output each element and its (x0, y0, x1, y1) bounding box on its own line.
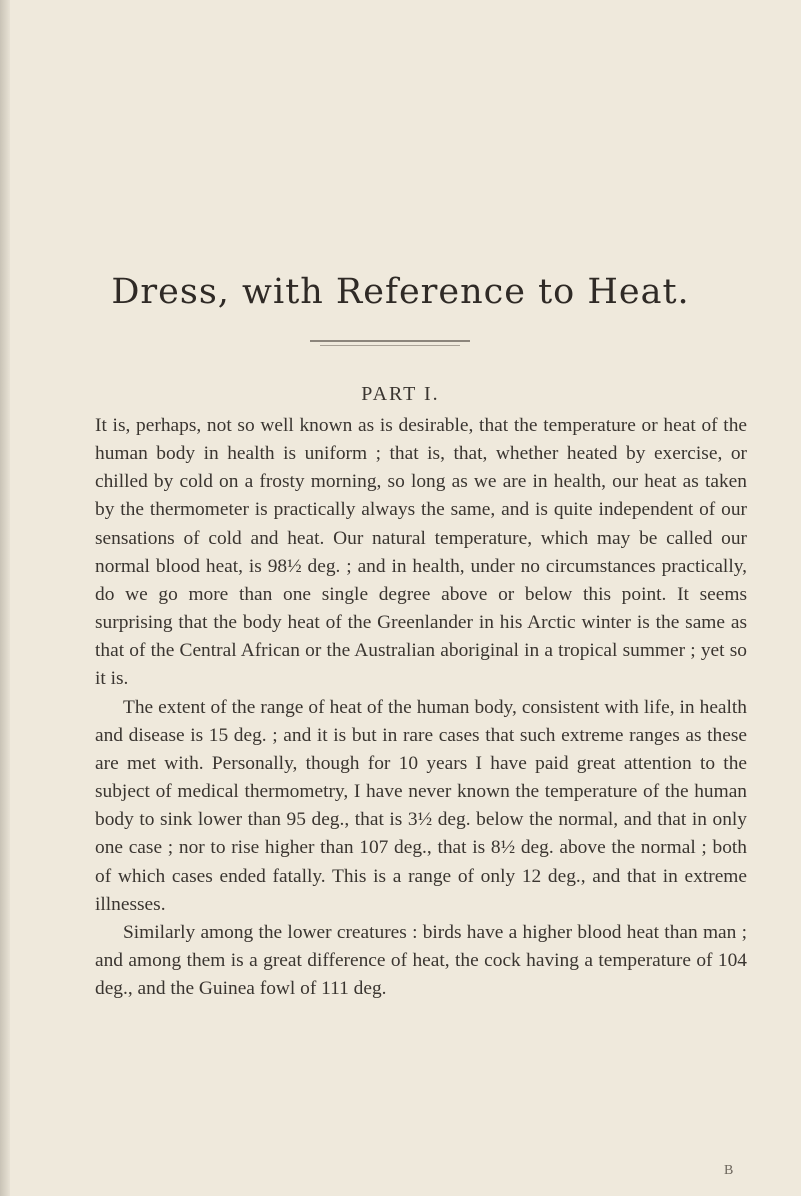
part-label: PART I. (361, 383, 440, 405)
paragraph-1: It is, perhaps, not so well known as is desirable, that the temperature or heat of the human body in health is uniform ; that is, that, whether heated by exercise, or chilled by cold on a frosty morning, so long as we are in health, our heat as taken by the thermometer is practically always the same, and is quite independent of our sensations of cold and heat. Our natural temperature, which may be called our normal blood heat, is 98½ deg. ; and in health, under no circumstances practically, do we go more than one single degree above or below this point. It seems surprising that the body heat of the Greenlander in his Arctic winter is the same as that of the Central African or the Australian aboriginal in a tropical summer ; yet so it is. (95, 415, 747, 690)
heading-rule-thin (320, 345, 460, 346)
signature-mark: B (724, 1163, 734, 1178)
paragraph-3: Similarly among the lower creatures : birds have a higher blood heat than man ; and among them is a great difference of heat, the cock having a temperature of 104 deg., and the Guinea fowl of 111 deg. (95, 921, 747, 1000)
heading-rule (310, 340, 470, 342)
page-edge-shadow (0, 0, 10, 1196)
page-heading: Dress, with Reference to Heat. (111, 272, 690, 312)
body-text (95, 412, 747, 1003)
paragraph-2: The extent of the range of heat of the human body, consistent with life, in health and disease is 15 deg. ; and it is but in rare cases that such extreme ranges as these are met with. Personally, though for 10 years I have paid great attention to the subject of medical thermometry, I have never known the temperature of the human body to sink lower than 95 deg., that is 3½ deg. below the normal, and that in only one case ; nor to rise higher than 107 deg., that is 8½ deg. above the normal ; both of which cases ended fatally. This is a range of only 12 deg., and that in extreme illnesses. (95, 696, 747, 915)
